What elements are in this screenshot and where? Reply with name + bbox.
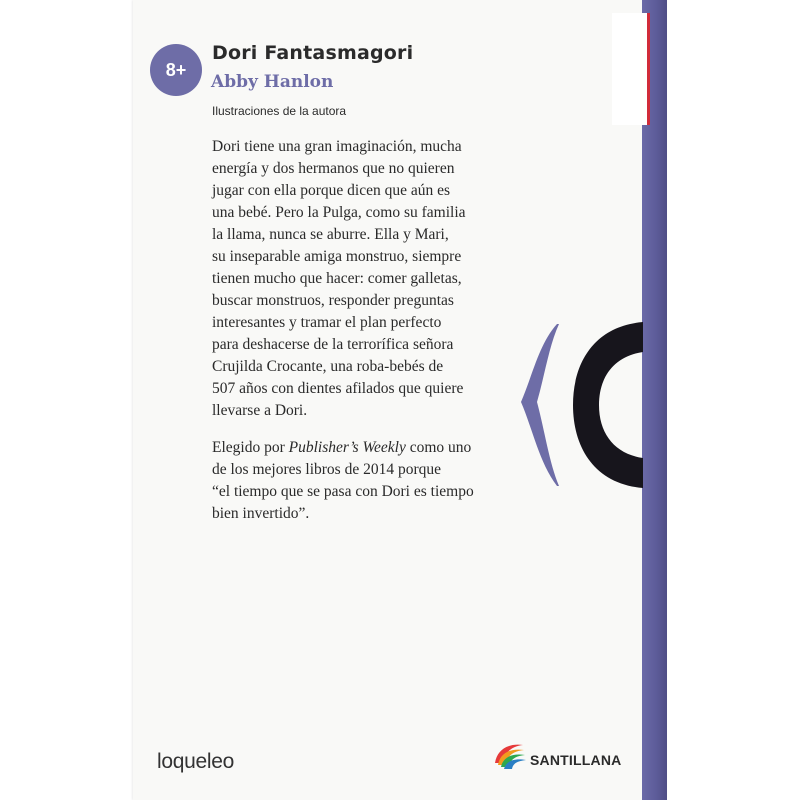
- synopsis-line: buscar monstruos, responder preguntas: [212, 292, 454, 309]
- synopsis-line: para deshacerse de la terrorífica señora: [212, 336, 454, 353]
- santillana-rainbow-icon: [493, 739, 527, 769]
- book-author: Abby Hanlon: [211, 72, 334, 92]
- award-line: bien invertido”.: [212, 505, 310, 522]
- award-text: [212, 437, 512, 525]
- purple-brace-shape: [521, 324, 559, 486]
- spine-label-sticker: [612, 13, 650, 125]
- publication-name: Publisher’s Weekly: [288, 439, 406, 456]
- award-line: “el tiempo que se pasa con Dori es tiempo: [212, 483, 474, 500]
- age-rating-text: 8+: [165, 59, 187, 80]
- award-line: [212, 437, 512, 459]
- illustrator-credit: Ilustraciones de la autora: [212, 104, 347, 118]
- decorative-brace-emblem: [515, 322, 645, 488]
- award-line: de los mejores libros de 2014 porque: [212, 461, 442, 478]
- santillana-logo-text: SANTILLANA: [530, 752, 622, 768]
- synopsis-line: energía y dos hermanos que no quieren: [212, 160, 455, 177]
- age-rating-badge: [150, 44, 202, 96]
- synopsis-line: Dori tiene una gran imaginación, mucha: [212, 138, 462, 155]
- synopsis-line: interesantes y tramar el plan perfecto: [212, 314, 442, 331]
- award-suffix: como uno: [405, 439, 472, 456]
- synopsis-line: jugar con ella porque dicen que aún es: [212, 182, 451, 199]
- synopsis-line: 507 años con dientes afilados que quiere: [212, 380, 464, 397]
- award-prefix: Elegido por: [212, 439, 289, 456]
- book-title: Dori Fantasmagori: [212, 42, 414, 64]
- synopsis-line: una bebé. Pero la Pulga, como su familia: [212, 204, 466, 221]
- loqueleo-logo: [157, 750, 234, 774]
- synopsis-line: su inseparable amiga monstruo, siempre: [212, 248, 462, 265]
- synopsis-line: la llama, nunca se aburre. Ella y Mari,: [212, 226, 449, 243]
- synopsis-line: tienen mucho que hacer: comer galletas,: [212, 270, 462, 287]
- loqueleo-logo-text: loqueleo: [157, 750, 235, 773]
- santillana-logo: [493, 739, 621, 769]
- dark-arc-shape: [573, 322, 643, 488]
- synopsis-line: llevarse a Dori.: [212, 402, 308, 419]
- synopsis-line: Crujilda Crocante, una roba-bebés de: [212, 358, 444, 375]
- synopsis-text: [212, 136, 512, 422]
